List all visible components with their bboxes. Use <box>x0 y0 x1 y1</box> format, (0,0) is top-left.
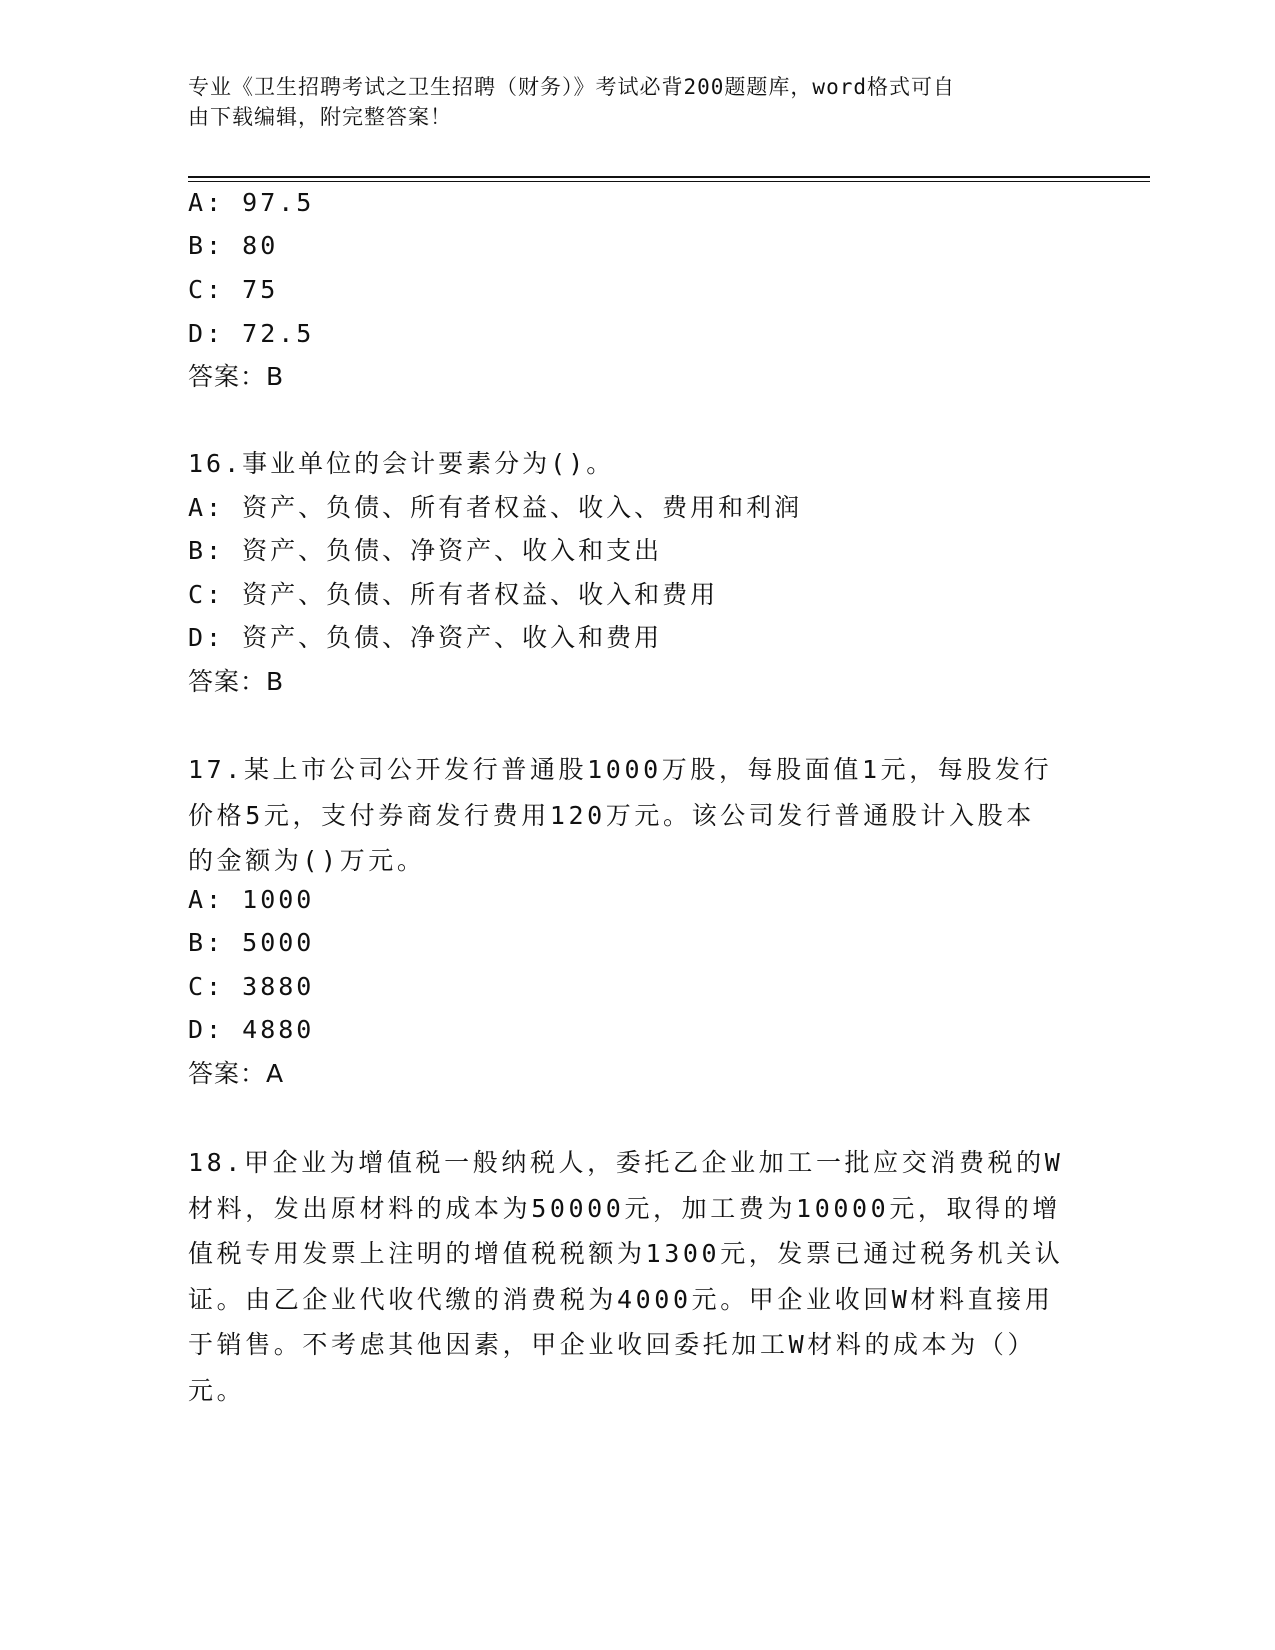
q15-option-b: B: 80 <box>188 231 279 260</box>
header-divider-thick <box>188 176 1150 178</box>
q17-stem <box>188 747 1088 884</box>
q17-option-c: C: 3880 <box>188 972 315 1001</box>
q16-stem: 16.事业单位的会计要素分为()。 <box>188 449 615 478</box>
q16-answer: 答案：B <box>188 667 285 696</box>
q18-stem-line-5: 于销售。不考虑其他因素，甲企业收回委托加工W材料的成本为（） <box>188 1330 1037 1359</box>
q17-stem-line-3: 的金额为()万元。 <box>188 846 426 875</box>
q17-stem-line-1: 17.某上市公司公开发行普通股1000万股，每股面值1元，每股发行 <box>188 755 1053 784</box>
q16-option-a: A: 资产、负债、所有者权益、收入、费用和利润 <box>188 493 803 522</box>
q17-option-b: B: 5000 <box>188 928 315 957</box>
q16-option-d: D: 资产、负债、净资产、收入和费用 <box>188 623 663 652</box>
header-divider-thin <box>188 181 1150 182</box>
q18-stem <box>188 1140 1088 1413</box>
q16-option-b: B: 资产、负债、净资产、收入和支出 <box>188 536 663 565</box>
q15-option-d: D: 72.5 <box>188 319 315 348</box>
q15-option-c: C: 75 <box>188 275 279 304</box>
document-header <box>188 72 1068 132</box>
q17-answer: 答案：A <box>188 1059 285 1088</box>
q17-option-a: A: 1000 <box>188 885 315 914</box>
header-line-2: 由下载编辑，附完整答案！ <box>188 105 452 129</box>
q16-option-c: C: 资产、负债、所有者权益、收入和费用 <box>188 580 719 609</box>
q15-answer: 答案：B <box>188 362 285 391</box>
q15-option-a: A: 97.5 <box>188 188 315 217</box>
q18-stem-line-1: 18.甲企业为增值税一般纳税人，委托乙企业加工一批应交消费税的W <box>188 1148 1064 1177</box>
q17-stem-line-2: 价格5元，支付券商发行费用120万元。该公司发行普通股计入股本 <box>188 800 1035 830</box>
q18-stem-line-2: 材料，发出原材料的成本为50000元，加工费为10000元，取得的增 <box>188 1193 1061 1223</box>
q18-stem-line-6: 元。 <box>188 1375 246 1405</box>
q18-stem-line-3: 值税专用发票上注明的增值税税额为1300元，发票已通过税务机关认 <box>188 1239 1064 1268</box>
q18-stem-line-4: 证。由乙企业代收代缴的消费税为4000元。甲企业收回W材料直接用 <box>188 1284 1054 1314</box>
header-line-1: 专业《卫生招聘考试之卫生招聘（财务）》考试必背200题题库，word格式可自 <box>188 75 955 99</box>
q17-option-d: D: 4880 <box>188 1015 315 1044</box>
